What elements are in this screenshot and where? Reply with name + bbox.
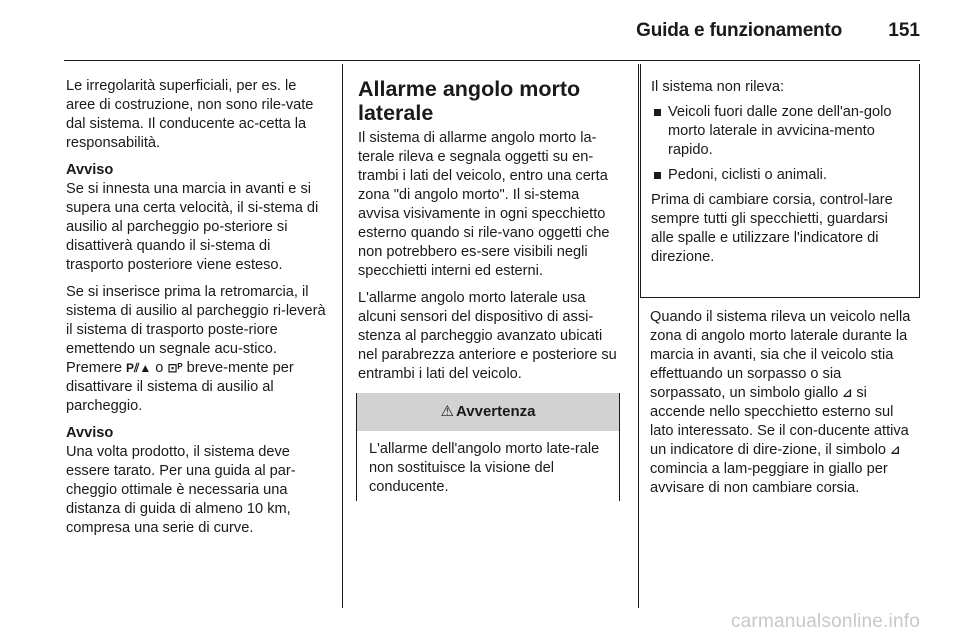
note-text: Se si innesta una marcia in avanti e si supera una certa velocità, il si-stema di ausilio al parcheggio po-steriore si disattiverà quando il si-stema di trasporto posteriore viene esteso. <box>66 181 319 273</box>
header-rule <box>64 60 920 61</box>
page-header <box>0 0 960 64</box>
column-middle <box>358 77 622 392</box>
watermark: carmanualsonline.info <box>730 611 920 632</box>
blind-spot-icon: ⊿ <box>890 443 901 457</box>
page-title: Guida e funzionamento <box>636 20 842 41</box>
warning-triangle-icon: ⚠ <box>440 403 454 420</box>
blind-spot-icon: ⊿ <box>842 386 853 400</box>
text-run: Se si inserisce prima la retromarcia, il sistema di ausilio al parcheggio ri-leverà il sistema di trasporto poste-riore emettendo un segnale acu-stico. Premere <box>66 284 326 376</box>
text-run: breve-mente per disattivare il sistema di ausilio al parcheggio. <box>66 360 294 414</box>
info-text: Prima di cambiare corsia, control-lare sempre tutti gli specchietti, guardarsi alle spalle e utilizzare l'indicatore di direzione. <box>651 192 893 265</box>
note-label: Avviso <box>66 162 114 178</box>
paragraph-description: Il sistema di allarme angolo morto la-terale rileva e segnala oggetti su en-trambi i lati del veicolo, entro una certa zona "di angolo morto". Il si-stema avvisa visivamente in ogni specchietto esterno quando si rile-vano oggetti che non potrebbero es-sere visibili negli specchietti interni ed esterni. <box>358 130 610 279</box>
text-run: o <box>151 360 168 376</box>
info-intro: Il sistema non rileva: <box>651 79 785 95</box>
paragraph-sensors: L'allarme angolo morto laterale usa alcuni sensori del dispositivo di assi-stenza al parcheggio avanzato ubicati nel parabrezza anteriore e posteriore su entrambi i lati del veicolo. <box>358 290 617 382</box>
warning-header <box>357 393 619 431</box>
section-heading: Allarme angolo morto laterale <box>358 77 581 125</box>
page-number: 151 <box>888 20 920 41</box>
warning-box <box>356 393 620 501</box>
park-assist-icon: P⫽▲ <box>126 361 152 375</box>
note-block-1 <box>66 161 328 275</box>
text-run: si accende nello specchietto esterno sul lato interessato. Se il con-ducente attiva un indicatore di dire-zione, il simbolo <box>650 385 909 458</box>
paragraph-reverse <box>66 283 328 416</box>
text-run: Quando il sistema rileva un veicolo nella zona di angolo morto laterale durante la marcia in avanti, sia che il veicolo stia effettuando un sorpasso o sia sorpassato, un simbolo giallo <box>650 309 911 401</box>
list-item: Veicoli fuori dalle zone dell'an-golo morto laterale in avvicina-mento rapido. <box>651 103 909 160</box>
list-item: Pedoni, ciclisti o animali. <box>651 166 909 185</box>
note-text: Una volta prodotto, il sistema deve essere tarato. Per una guida al par-cheggio ottimale è necessaria una distanza di guida di almeno 10 km, compresa una serie di curve. <box>66 444 296 536</box>
warning-text: L'allarme dell'angolo morto late-rale non sostituisce la visione del conducente. <box>369 441 600 495</box>
note-block-2 <box>66 424 328 538</box>
info-list <box>651 103 909 185</box>
warning-title: Avvertenza <box>455 403 536 420</box>
note-label: Avviso <box>66 425 114 441</box>
column-left <box>66 77 328 546</box>
column-divider-right <box>638 64 639 608</box>
column-right <box>650 308 920 506</box>
column-divider-left <box>342 64 343 608</box>
text-run: comincia a lam-peggiare in giallo per avvisare di non cambiare corsia. <box>650 461 888 496</box>
info-box <box>640 64 920 298</box>
paragraph-detection <box>650 308 920 498</box>
paragraph-irregularities: Le irregolarità superficiali, per es. le aree di costruzione, non sono rile-vate dal sistema. Il conducente ac-cetta la responsabilità. <box>66 78 314 151</box>
park-sensor-icon: ⊡ᴾ <box>167 361 183 375</box>
